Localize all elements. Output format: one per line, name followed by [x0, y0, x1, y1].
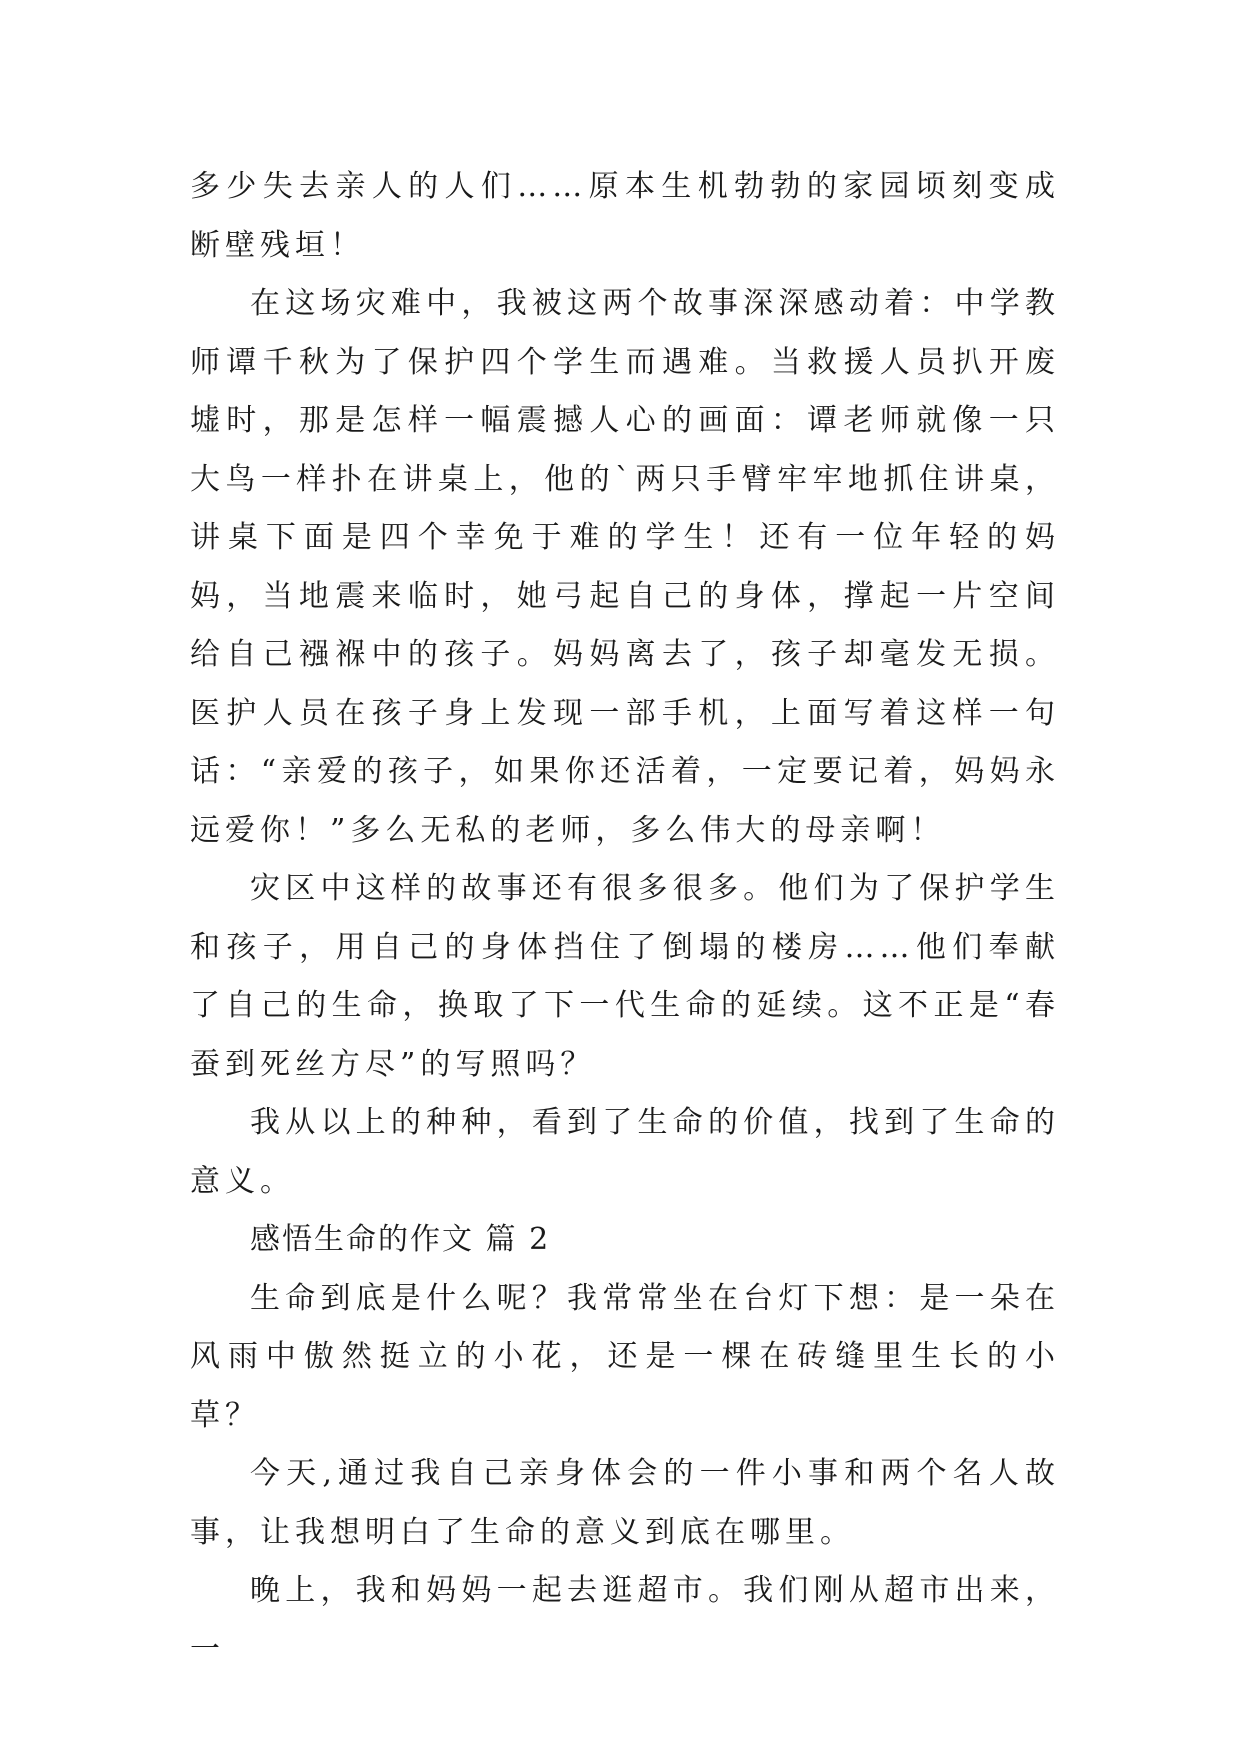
paragraph-many-stories: 灾区中这样的故事还有很多很多。他们为了保护学生和孩子，用自己的身体挡住了倒塌的楼房……他们奉献了自己的生命，换取了下一代生命的延续。这不正是“春蚕到死丝方尽”的写照吗？	[190, 871, 1060, 1082]
section-heading: 感悟生命的作文 篇 2	[250, 1222, 551, 1257]
paragraph-today: 今天,通过我自己亲身体会的一件小事和两个名人故事，让我想明白了生命的意义到底在哪里。	[190, 1456, 1060, 1550]
paragraph-evening: 晚上，我和妈妈一起去逛超市。我们刚从超市出来，一	[190, 1573, 1060, 1667]
document-body	[190, 158, 1060, 1679]
paragraph-value-of-life: 我从以上的种种，看到了生命的价值，找到了生命的意义。	[190, 1105, 1060, 1199]
paragraph-disaster-stories: 在这场灾难中，我被这两个故事深深感动着：中学教师谭千秋为了保护四个学生而遇难。当救援人员扒开废墟时，那是怎样一幅震撼人心的画面：谭老师就像一只大鸟一样扑在讲桌上，他的`两只手臂牢牢地抓住讲桌，讲桌下面是四个幸免于难的学生！还有一位年轻的妈妈，当地震来临时，她弓起自己的身体，撑起一片空间给自己襁褓中的孩子。妈妈离去了，孩子却毫发无损。医护人员在孩子身上发现一部手机，上面写着这样一句话：“亲爱的孩子，如果你还活着，一定要记着，妈妈永远爱你！”多么无私的老师，多么伟大的母亲啊！	[190, 286, 1060, 848]
paragraph-continued: 多少失去亲人的人们……原本生机勃勃的家园顷刻变成断壁残垣！	[190, 169, 1060, 263]
paragraph-what-is-life: 生命到底是什么呢？我常常坐在台灯下想：是一朵在风雨中傲然挺立的小花，还是一棵在砖缝里生长的小草？	[190, 1280, 1060, 1433]
